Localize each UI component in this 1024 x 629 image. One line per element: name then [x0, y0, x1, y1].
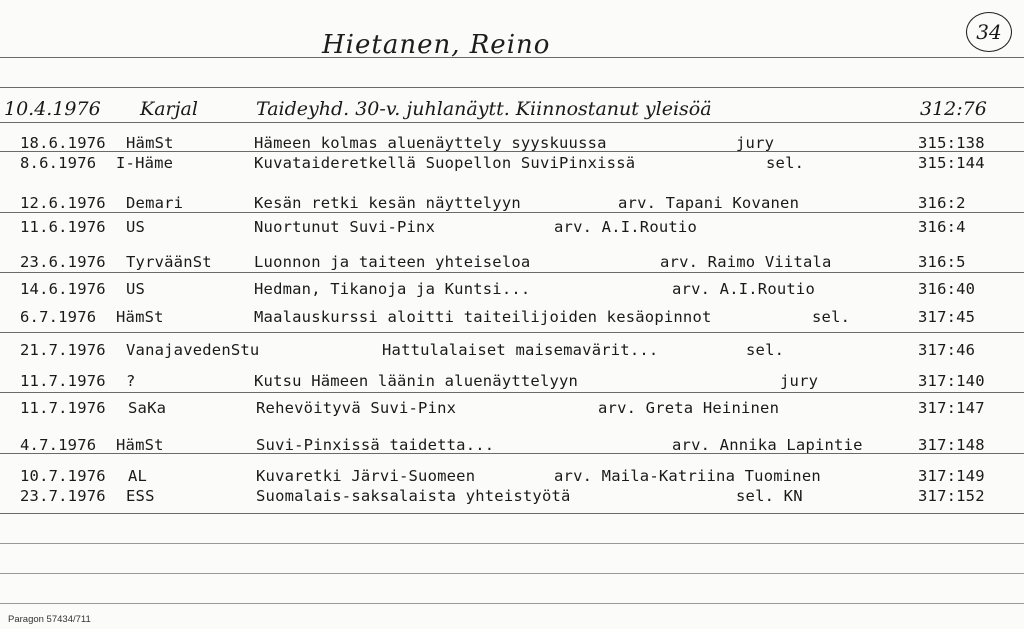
- entry-note: arv. A.I.Routio: [554, 218, 697, 236]
- entry-ref: 317:46: [918, 341, 976, 359]
- entry-date: 21.7.1976: [20, 341, 106, 359]
- rule-line: [0, 212, 1024, 213]
- entry-date: 4.7.1976: [20, 436, 97, 454]
- entry-ref: 317:140: [918, 372, 985, 390]
- entry-note: arv. Annika Lapintie: [672, 436, 863, 454]
- entry-date: 8.6.1976: [20, 154, 97, 172]
- entry-ref: 316:5: [918, 253, 966, 271]
- rule-line: [0, 272, 1024, 273]
- entry-note: jury: [736, 134, 775, 152]
- entry-note: sel.: [746, 341, 785, 359]
- entry-source: ESS: [126, 487, 155, 505]
- entry-title: Hattulalaiset maisemavärit...: [382, 341, 659, 359]
- entry-ref: 317:149: [918, 467, 985, 485]
- entry-date: 18.6.1976: [20, 134, 106, 152]
- entry-date: 12.6.1976: [20, 194, 106, 212]
- entry-note: arv. Maila-Katriina Tuominen: [554, 467, 821, 485]
- entry-source: VanajavedenStu: [126, 341, 260, 359]
- entry-date: 10.4.1976: [4, 98, 101, 120]
- card-number: 34: [966, 12, 1012, 52]
- entry-title: Kutsu Hämeen läänin aluenäyttelyyn: [254, 372, 579, 390]
- entry-title: Hämeen kolmas aluenäyttely syyskuussa: [254, 134, 607, 152]
- rule-line: [0, 573, 1024, 574]
- entry-note: sel.: [812, 308, 851, 326]
- rule-line: [0, 603, 1024, 604]
- entry-source: Demari: [126, 194, 184, 212]
- entry-title: Hedman, Tikanoja ja Kuntsi...: [254, 280, 531, 298]
- entry-title: Rehevöityvä Suvi-Pinx: [256, 399, 457, 417]
- entry-title: Kesän retki kesän näyttelyyn: [254, 194, 521, 212]
- entry-note: arv. Raimo Viitala: [660, 253, 832, 271]
- entry-date: 11.6.1976: [20, 218, 106, 236]
- entry-date: 23.6.1976: [20, 253, 106, 271]
- entry-ref: 315:138: [918, 134, 985, 152]
- entry-note: sel.: [766, 154, 805, 172]
- entry-title: Maalauskurssi aloitti taiteilijoiden kesäopinnot: [254, 308, 712, 326]
- rule-line: [0, 543, 1024, 544]
- entry-date: 14.6.1976: [20, 280, 106, 298]
- entry-title: Kuvataideretkellä Suopellon SuviPinxissä: [254, 154, 636, 172]
- rule-line: [0, 392, 1024, 393]
- entry-ref: 317:147: [918, 399, 985, 417]
- entry-source: US: [126, 218, 146, 236]
- entry-note: sel. KN: [736, 487, 803, 505]
- rule-line: [0, 122, 1024, 123]
- entry-source: SaKa: [128, 399, 167, 417]
- entry-source: Karjal: [140, 98, 198, 120]
- entry-note: arv. Greta Heininen: [598, 399, 780, 417]
- entry-source: I-Häme: [116, 154, 174, 172]
- entry-ref: 317:148: [918, 436, 985, 454]
- entry-source: TyrväänSt: [126, 253, 212, 271]
- entry-ref: 317:152: [918, 487, 985, 505]
- entry-date: 23.7.1976: [20, 487, 106, 505]
- entry-source: AL: [128, 467, 148, 485]
- entry-ref: 317:45: [918, 308, 976, 326]
- entry-title: Suvi-Pinxissä taidetta...: [256, 436, 495, 454]
- entry-title: Nuortunut Suvi-Pinx: [254, 218, 436, 236]
- entry-date: 6.7.1976: [20, 308, 97, 326]
- entry-source: HämSt: [116, 436, 164, 454]
- entry-title: Taideyhd. 30-v. juhlanäytt. Kiinnostanut yleisöä: [256, 98, 712, 120]
- rule-line: [0, 513, 1024, 514]
- entry-ref: 315:144: [918, 154, 985, 172]
- entry-date: 11.7.1976: [20, 399, 106, 417]
- entry-date: 10.7.1976: [20, 467, 106, 485]
- rule-line: [0, 332, 1024, 333]
- entry-ref: 316:40: [918, 280, 976, 298]
- entry-note: arv. A.I.Routio: [672, 280, 815, 298]
- entry-source: US: [126, 280, 146, 298]
- entry-ref: 312:76: [920, 98, 987, 120]
- entry-source: HämSt: [126, 134, 174, 152]
- entry-note: arv. Tapani Kovanen: [618, 194, 800, 212]
- entry-title: Suomalais-saksalaista yhteistyötä: [256, 487, 571, 505]
- entry-note: jury: [780, 372, 819, 390]
- entry-source: ?: [126, 372, 136, 390]
- rule-line: [0, 87, 1024, 88]
- entry-date: 11.7.1976: [20, 372, 106, 390]
- card-print-code: Paragon 57434/711: [8, 614, 91, 625]
- entry-ref: 316:2: [918, 194, 966, 212]
- entry-source: HämSt: [116, 308, 164, 326]
- entry-ref: 316:4: [918, 218, 966, 236]
- person-name: Hietanen, Reino: [322, 30, 551, 60]
- entry-title: Luonnon ja taiteen yhteiseloa: [254, 253, 531, 271]
- entry-title: Kuvaretki Järvi-Suomeen: [256, 467, 476, 485]
